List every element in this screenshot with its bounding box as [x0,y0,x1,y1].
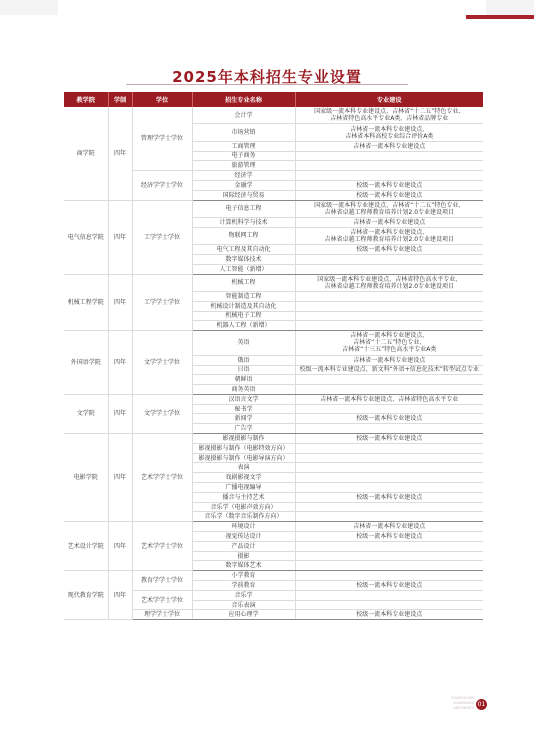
construction-cell [295,483,483,493]
major-name-cell: 工商管理 [192,141,295,151]
major-name-cell: 数字媒体艺术 [192,561,295,571]
table-row [64,522,483,532]
degree-cell: 艺术学学士学位 [132,434,192,522]
construction-note: 校级一流本科专业建设点 [356,181,423,189]
construction-cell [295,590,483,600]
construction-cell [295,291,483,301]
construction-cell [295,171,483,181]
construction-note: 校级一流本科专业建设点 [356,611,423,619]
construction-cell [295,190,483,200]
construction-note: 吉林省一流本科专业建设点、 [350,332,429,340]
major-name-cell: 表演 [192,463,295,473]
major-name-cell: 影视摄影与制作 [192,434,295,444]
major-name-cell: 经济学 [192,171,295,181]
construction-cell [295,321,483,331]
major-name-cell: 金融学 [192,180,295,190]
construction-cell [295,581,483,591]
major-name-cell: 数字媒体技术 [192,254,295,264]
construction-note: 吉林省“十二五”特色专业、 [353,339,426,347]
major-name-cell: 广告学 [192,424,295,434]
construction-cell [295,385,483,395]
construction-cell [295,463,483,473]
top-band-left [0,0,58,15]
construction-note: 吉林省一流本科专业建设点、 [350,125,429,133]
footer-logo [444,696,474,711]
page-number-badge: 01 [477,701,486,708]
degree-cell: 艺术学学士学位 [132,590,192,610]
degree-cell: 管理学学士学位 [132,107,192,171]
construction-cell [295,375,483,385]
degree-cell: 文学学士学位 [132,331,192,395]
major-name-cell: 应用心理学 [192,610,295,620]
length-cell: 四年 [108,571,132,620]
construction-note: 吉林省“十三五”特色高水平专业A类 [342,346,437,354]
degree-cell: 艺术学学士学位 [132,522,192,571]
institute-cell: 文学院 [64,394,108,433]
construction-note: 校级一流本科专业建设点 [356,532,423,540]
construction-cell [295,561,483,571]
construction-cell [295,180,483,190]
major-name-cell: 音乐学（电影声效方向） [192,502,295,512]
title-divider [126,84,408,85]
construction-cell [295,331,483,356]
major-name-cell: 电子商务 [192,151,295,161]
major-name-cell: 商务英语 [192,385,295,395]
construction-cell [295,414,483,424]
construction-cell [295,301,483,311]
construction-note: 吉林省一流本科专业建设点、 [350,228,429,236]
construction-note: 校级一流本科专业建设点 [356,581,423,589]
major-name-cell: 机械电子工程 [192,311,295,321]
major-name-cell: 环境设计 [192,522,295,532]
construction-cell [295,151,483,161]
length-cell: 四年 [108,107,132,200]
degree-cell: 教育学学士学位 [132,571,192,591]
length-cell: 四年 [108,434,132,522]
major-name-cell: 音乐表演 [192,600,295,610]
major-name-cell: 小学教育 [192,571,295,581]
degree-cell: 文学学士学位 [132,394,192,433]
construction-note: 吉林省一流本科专业建设点 [353,218,426,226]
major-name-cell: 英语 [192,331,295,356]
construction-note: 吉林省特色高水平专业A类、吉林省品牌专业 [330,115,449,123]
degree-cell: 工学学士学位 [132,200,192,274]
header-major: 招生专业名称 [192,92,295,107]
header-degree: 学位 [132,92,192,107]
construction-note: 校级一流本科专业建设点、新文科“外语+信息化技术”转型试点专业 [299,366,479,374]
construction-cell [295,532,483,542]
construction-cell [295,355,483,365]
construction-cell [295,274,483,291]
major-name-cell: 音乐学 [192,590,295,600]
construction-note: 国家级一流本科专业建设点、吉林省“十二五”特色专业、 [314,108,465,116]
length-cell: 四年 [108,331,132,395]
construction-note: 校级一流本科专业建设点 [356,415,423,423]
major-name-cell: 会计学 [192,107,295,124]
construction-cell [295,365,483,375]
major-name-cell: 产品设计 [192,541,295,551]
institute-cell: 艺术设计学院 [64,522,108,571]
length-cell: 四年 [108,274,132,331]
construction-cell [295,571,483,581]
table-header-row [64,92,483,107]
construction-note: 校级一流本科专业建设点 [356,246,423,254]
construction-cell [295,107,483,124]
major-name-cell: 电气工程及其自动化 [192,245,295,255]
construction-cell [295,522,483,532]
construction-cell [295,217,483,227]
institute-cell: 商学院 [64,107,108,200]
construction-cell [295,443,483,453]
construction-note: 吉林省本科高校专业综合评价A类 [345,132,434,140]
length-cell: 四年 [108,522,132,571]
construction-cell [295,141,483,151]
table-row [64,394,483,404]
construction-note: 吉林省一流本科专业建设点、吉林省特色高水平专业 [320,395,459,403]
table-row [64,274,483,291]
table-row [64,200,483,217]
major-name-cell: 音乐学（数字音乐制作方向） [192,512,295,522]
construction-note: 国家级一流本科专业建设点、吉林省“十二五”特色专业、 [314,201,465,209]
institute-cell: 外国语学院 [64,331,108,395]
major-name-cell: 机械工程 [192,274,295,291]
header-length: 学制 [108,92,132,107]
major-name-cell: 学前教育 [192,581,295,591]
construction-cell [295,492,483,502]
construction-cell [295,453,483,463]
construction-note: 校级一流本科专业建设点 [356,434,423,442]
major-name-cell: 汉语言文学 [192,394,295,404]
degree-cell: 理学学士学位 [132,610,192,620]
construction-cell [295,551,483,561]
major-name-cell: 广播电视编导 [192,483,295,493]
major-name-cell: 新闻学 [192,414,295,424]
majors-table [64,92,483,620]
major-name-cell: 日语 [192,365,295,375]
length-cell: 四年 [108,200,132,274]
footer-logo-line: GUANGHUA UNIVERSITY [453,701,474,710]
construction-cell [295,227,483,244]
top-band-right [486,0,534,15]
construction-cell [295,502,483,512]
construction-cell [295,311,483,321]
major-name-cell: 人工智能（新增） [192,264,295,274]
major-name-cell: 俄语 [192,355,295,365]
construction-note: 国家级一流本科专业建设点、吉林省特色高水平专业、 [317,275,462,283]
construction-note: 吉林省一流本科专业建设点 [353,142,426,150]
construction-cell [295,264,483,274]
major-name-cell: 计算机科学与技术 [192,217,295,227]
institute-cell: 电气信息学院 [64,200,108,274]
major-name-cell: 电子信息工程 [192,200,295,217]
construction-cell [295,404,483,414]
construction-cell [295,600,483,610]
major-name-cell: 物联网工程 [192,227,295,244]
construction-cell [295,200,483,217]
length-cell: 四年 [108,394,132,433]
major-name-cell: 影视摄影与制作（电影特效方向） [192,443,295,453]
major-name-cell: 影视摄影与制作（电影导演方向） [192,453,295,463]
major-name-cell: 视觉传达设计 [192,532,295,542]
construction-note: 吉林省卓越工程师教育培养计划2.0专业建设项目 [324,235,455,243]
table-row [64,434,483,444]
header-construction: 专业建设 [295,92,483,107]
table-body [64,107,483,620]
major-name-cell: 朝鲜语 [192,375,295,385]
degree-cell: 经济学学士学位 [132,171,192,200]
degree-cell: 工学学士学位 [132,274,192,331]
top-accent-bar [466,15,534,19]
table-row [64,571,483,581]
page-title: 2025年本科招生专业设置 [172,68,362,86]
construction-cell [295,512,483,522]
table-row [64,331,483,356]
institute-cell: 现代教育学院 [64,571,108,620]
major-name-cell: 播音与主持艺术 [192,492,295,502]
construction-cell [295,254,483,264]
major-name-cell: 旅游管理 [192,161,295,171]
institute-cell: 电影学院 [64,434,108,522]
major-name-cell: 摄影 [192,551,295,561]
construction-cell [295,541,483,551]
major-name-cell: 秘书学 [192,404,295,414]
major-name-cell: 市场营销 [192,124,295,141]
major-name-cell: 机械设计制造及其自动化 [192,301,295,311]
construction-note: 吉林省一流本科专业建设点 [353,356,426,364]
footer-logo-line: CHANGCHUN [450,696,474,700]
construction-cell [295,124,483,141]
construction-note: 吉林省卓越工程师教育培养计划2.0专业建设项目 [324,282,455,290]
major-name-cell: 智能制造工程 [192,291,295,301]
construction-note: 吉林省卓越工程师教育培养计划2.0专业建设项目 [324,208,455,216]
table-row [64,107,483,124]
construction-note: 校级一流本科专业建设点 [356,493,423,501]
construction-note: 校级一流本科专业建设点 [356,191,423,199]
construction-cell [295,245,483,255]
construction-note: 吉林省一流本科专业建设点 [353,523,426,531]
construction-cell [295,434,483,444]
construction-cell [295,394,483,404]
construction-cell [295,161,483,171]
top-band [0,0,534,20]
major-name-cell: 戏剧影视文学 [192,473,295,483]
major-name-cell: 国际经济与贸易 [192,190,295,200]
construction-cell [295,610,483,620]
construction-cell [295,424,483,434]
construction-cell [295,473,483,483]
header-institute: 教学院 [64,92,108,107]
major-name-cell: 机器人工程（新增） [192,321,295,331]
institute-cell: 机械工程学院 [64,274,108,331]
